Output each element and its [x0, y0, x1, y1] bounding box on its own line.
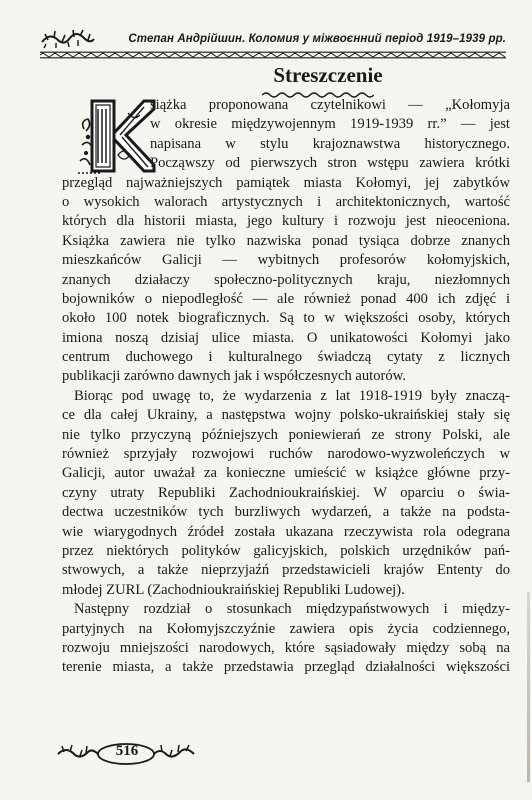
text-line: rozwoju mniejszości narodowych, które sąsiadowały między sobą na [62, 639, 510, 656]
text-line: około 100 notek biograficznych. Są to w większości osoby, których [62, 310, 510, 327]
page-edge-shadow [527, 592, 530, 782]
text-line: znanych działaczy społeczno-politycznych kraju, niezłomnych [62, 271, 510, 288]
text-line: centrum duchowego i kulturalnego świadczą cytaty z licznych [62, 349, 510, 366]
floral-ornament-icon [40, 28, 96, 50]
page-number: 516 [115, 743, 139, 759]
text-line: Począwszy od pierwszych stron wstępu zawiera krótki [150, 155, 510, 172]
text-line: terenie miasta, a także przedstawia przegląd działalności większości [62, 659, 510, 676]
running-header [40, 28, 506, 50]
running-title: Степан Андрійшин. Коломия у міжвоєнний період 1919–1939 рр. [128, 33, 506, 45]
text-line: młodej ZURL (Zachodnioukraińskiej Republiki Ludowej). [62, 581, 405, 598]
text-line: napisana w stylu krajoznawstwa historycznego. [150, 135, 510, 152]
text-line: nie tylko przyczyną późniejszych poniewierań ze strony Polski, ale [62, 426, 510, 443]
section-heading: Streszczenie [273, 63, 383, 87]
text-line: Następny rozdział o stosunkach międzypaństwowych i między- [74, 601, 510, 618]
text-line: w okresie międzywojennym 1919-1939 rr.” — jest [150, 116, 510, 133]
text-line: partyjnych na Kołomyjszczyźnie zawiera opis życia codziennego, [62, 620, 510, 637]
text-line: ce dla całej Ukrainy, a następstwa wojny polsko-ukraińskiej stały się [62, 407, 510, 424]
text-line: imiona noszą dzisiaj ulice miasta. O unikatowości Kołomyi jako [62, 329, 510, 346]
text-line: przez niektórych polityków galicyjskich, polskich urzędników pań- [62, 542, 510, 559]
text-line: Galicji, autor uważał za konieczne umieścić w książce główne przy- [62, 465, 510, 482]
text-line: których dla historii miasta, jego kultury i rozwoju jest nieoceniona. [62, 213, 510, 230]
text-line: siążka proponowana czytelnikowi — „Kołomyja [150, 97, 510, 113]
text-line: publikacji zarówno dawnych jak i współczesnych autorów. [62, 368, 406, 385]
text-line: również sprzyjały rozwojowi ruchów narodowo-wyzwoleńczych w [62, 446, 510, 463]
text-line: o wysokich walorach artystycznych i architektonicznych, wartość [62, 193, 510, 210]
text-line: mieszkańców Galicji — wybitnych profesorów kołomyjskich, [62, 252, 510, 269]
ornamental-rule [40, 51, 506, 59]
text-line: czyny utraty Republiki Zachodnioukraińskiej. W oparciu o świa- [62, 484, 510, 501]
text-line: stwowych, a także nieprzyjaźń przedstawicieli krajów Ententy do [62, 562, 510, 579]
text-line: bojowników o niepodległość — ale również ponad 400 ich zdjęć i [62, 290, 510, 307]
text-line: Biorąc pod uwagę to, że wydarzenia z lat 1918-1919 były znaczą- [74, 387, 510, 404]
text-line: Książka zawiera nie tylko nazwiska ponad tysiąca dobrze znanych [62, 232, 510, 249]
body-text [62, 96, 510, 678]
text-line: przegląd najważniejszych pamiątek miasta Kołomyi, jej zabytków [62, 174, 510, 191]
text-lines [62, 96, 510, 678]
text-line: wie wiarygodnych źródeł została ukazana rzeczywista rola odegrana [62, 523, 510, 540]
text-line: dectwa uczestników tych burzliwych wydarzeń, a także na podsta- [62, 504, 510, 521]
